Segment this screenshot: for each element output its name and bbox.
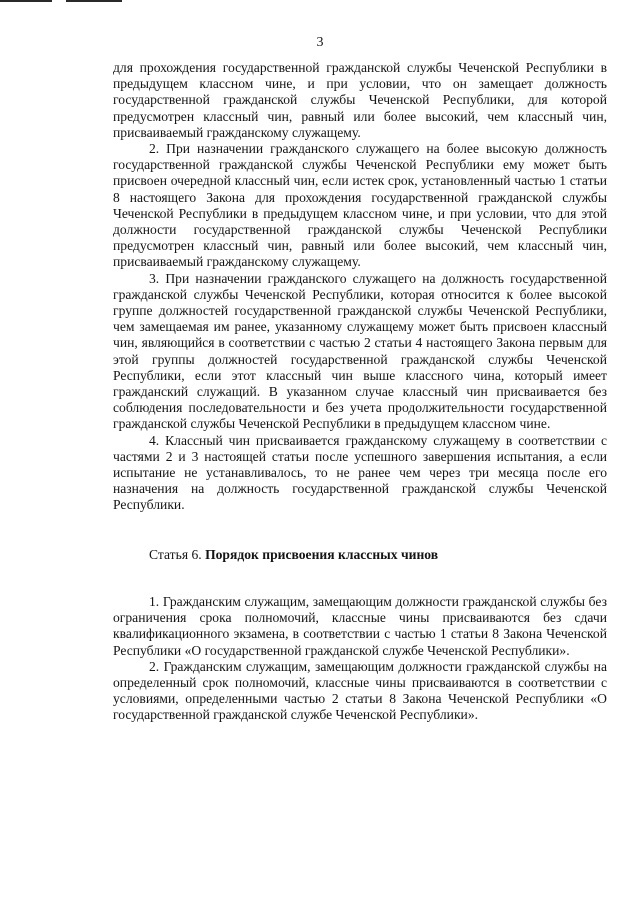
document-body xyxy=(113,60,607,724)
scan-edge-mark xyxy=(0,0,52,2)
article-paragraph-1: 1. Гражданским служащим, замещающим должности гражданской службы без ограничения срока полномочий, классные чины присваиваются без сдачи квалификационного экзамена, в соответствии с частью 1 статьи 8 Закона Чеченской Республики «О государственной гражданской службе Чеченской Республики». xyxy=(113,593,607,658)
page-number: 3 xyxy=(316,35,324,50)
article-paragraph-2: 2. Гражданским служащим, замещающим должности гражданской службы на определенный срок полномочий, классные чины присваиваются в соответствии с условиями, определенными частью 2 статьи 8 Закона Чеченской Республики «О государственной гражданской службе Чеченской Республики». xyxy=(113,658,607,723)
scan-edge-mark xyxy=(66,0,122,2)
article-title: Порядок присвоения классных чинов xyxy=(205,546,439,562)
paragraph-item-2: 2. При назначении гражданского служащего на более высокую должность государственной гражданской службы Чеченской Республики ему может быть присвоен очередной классный чин, если истек срок, установленный частью 1 статьи 8 настоящего Закона для прохождения государственной гражданской службы Чеченской Республики в предыдущем классном чине, и при условии, что для этой должности государственной гражданской службы Чеченской Республики предусмотрен классный чин, равный или более высокий, чем классный чин, присваиваемый гражданскому служащему. xyxy=(113,141,607,270)
article-heading xyxy=(113,547,607,563)
paragraph-item-4: 4. Классный чин присваивается гражданскому служащему в соответствии с частями 2 и 3 настоящей статьи после успешного завершения испытания, а если испытание не устанавливалось, то не ранее чем через три месяца после его назначения на должность государственной гражданской службы Чеченской Республики. xyxy=(113,432,607,513)
article-number: Статья 6. xyxy=(149,546,206,562)
paragraph-continuation: для прохождения государственной гражданской службы Чеченской Республики в предыдущем классном чине, и при условии, что он замещает должность государственной гражданской службы Чеченской Республики, для которой предусмотрен классный чин, равный или более высокий, чем классный чин, присваиваемый гражданскому служащему. xyxy=(113,60,607,140)
paragraph-item-3: 3. При назначении гражданского служащего на должность государственной гражданской службы Чеченской Республики, которая относится к более высокой группе должностей государственной гражданской службы Чеченской Республики, чем замещаемая им ранее, указанному служащему может быть присвоен классный чин, являющийся в соответствии с частью 2 статьи 4 настоящего Закона первым для этой группы должностей государственной гражданской службы Чеченской Республики, если этот классный чин выше классного чина, который имеет гражданский служащий. В указанном случае классный чин присваивается без соблюдения последовательности и без учета продолжительности государственной гражданской службы Чеченской Республики в предыдущем классном чине. xyxy=(113,270,607,432)
